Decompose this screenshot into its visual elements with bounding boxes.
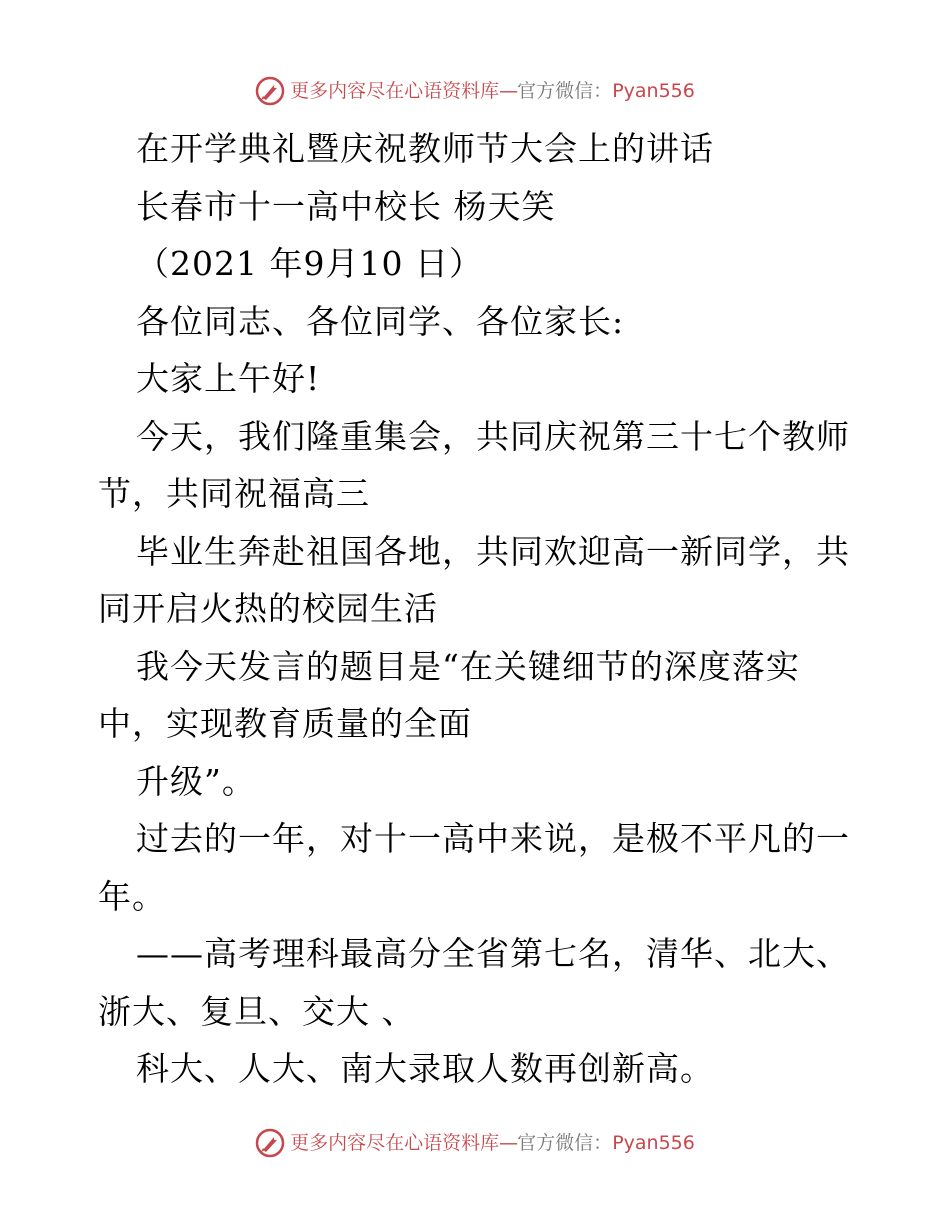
- watermark-label: 官方微信：: [517, 80, 613, 102]
- paragraph-line: 浙大、复旦、交大 、: [98, 991, 416, 1031]
- paragraph-line: 升级”。: [136, 761, 256, 801]
- paragraph-line: 各位同志、各位同学、各位家长:: [136, 301, 625, 341]
- paragraph-line: 今天，我们隆重集会，共同庆祝第三十七个教师: [136, 416, 850, 456]
- paragraph-line: 在开学典礼暨庆祝教师节大会上的讲话: [136, 129, 714, 168]
- watermark-footer: [0, 1128, 950, 1158]
- paragraph-line: 我今天发言的题目是“在关键细节的深度落实: [136, 646, 800, 686]
- paragraph-line: 过去的一年，对十一高中来说，是极不平凡的一: [136, 819, 850, 858]
- paragraph-line: 节，共同祝福高三: [98, 474, 370, 513]
- watermark-header: [0, 76, 950, 106]
- paragraph-line: ——高考理科最高分全省第七名，清华、北大、: [136, 934, 850, 973]
- watermark-label: 官方微信：: [517, 1132, 613, 1154]
- paragraph-line: 同开启火热的校园生活: [98, 589, 438, 628]
- watermark-title: 更多内容尽在心语资料库: [290, 1132, 500, 1154]
- document-body: [98, 120, 858, 1098]
- watermark-dash: —: [499, 1132, 518, 1154]
- watermark-account: Pyan556: [612, 1132, 695, 1154]
- watermark-dash: —: [499, 80, 518, 102]
- pen-nib-logo-icon: [255, 76, 285, 106]
- paragraph-line: 大家上午好!: [136, 359, 321, 398]
- paragraph-line: 中，实现教育质量的全面: [98, 704, 472, 743]
- paragraph-line: 年。: [98, 876, 166, 916]
- paragraph-line: 科大、人大、南大录取人数再创新高。: [136, 1049, 714, 1088]
- watermark-title: 更多内容尽在心语资料库: [290, 80, 500, 102]
- pen-nib-logo-icon: [255, 1128, 285, 1158]
- paragraph-line: （2021 年9月10 日）: [136, 244, 483, 283]
- paragraph-line: 长春市十一高中校长 杨天笑: [136, 186, 556, 226]
- watermark-account: Pyan556: [612, 80, 695, 102]
- paragraph-line: 毕业生奔赴祖国各地，共同欢迎高一新同学，共: [136, 531, 850, 571]
